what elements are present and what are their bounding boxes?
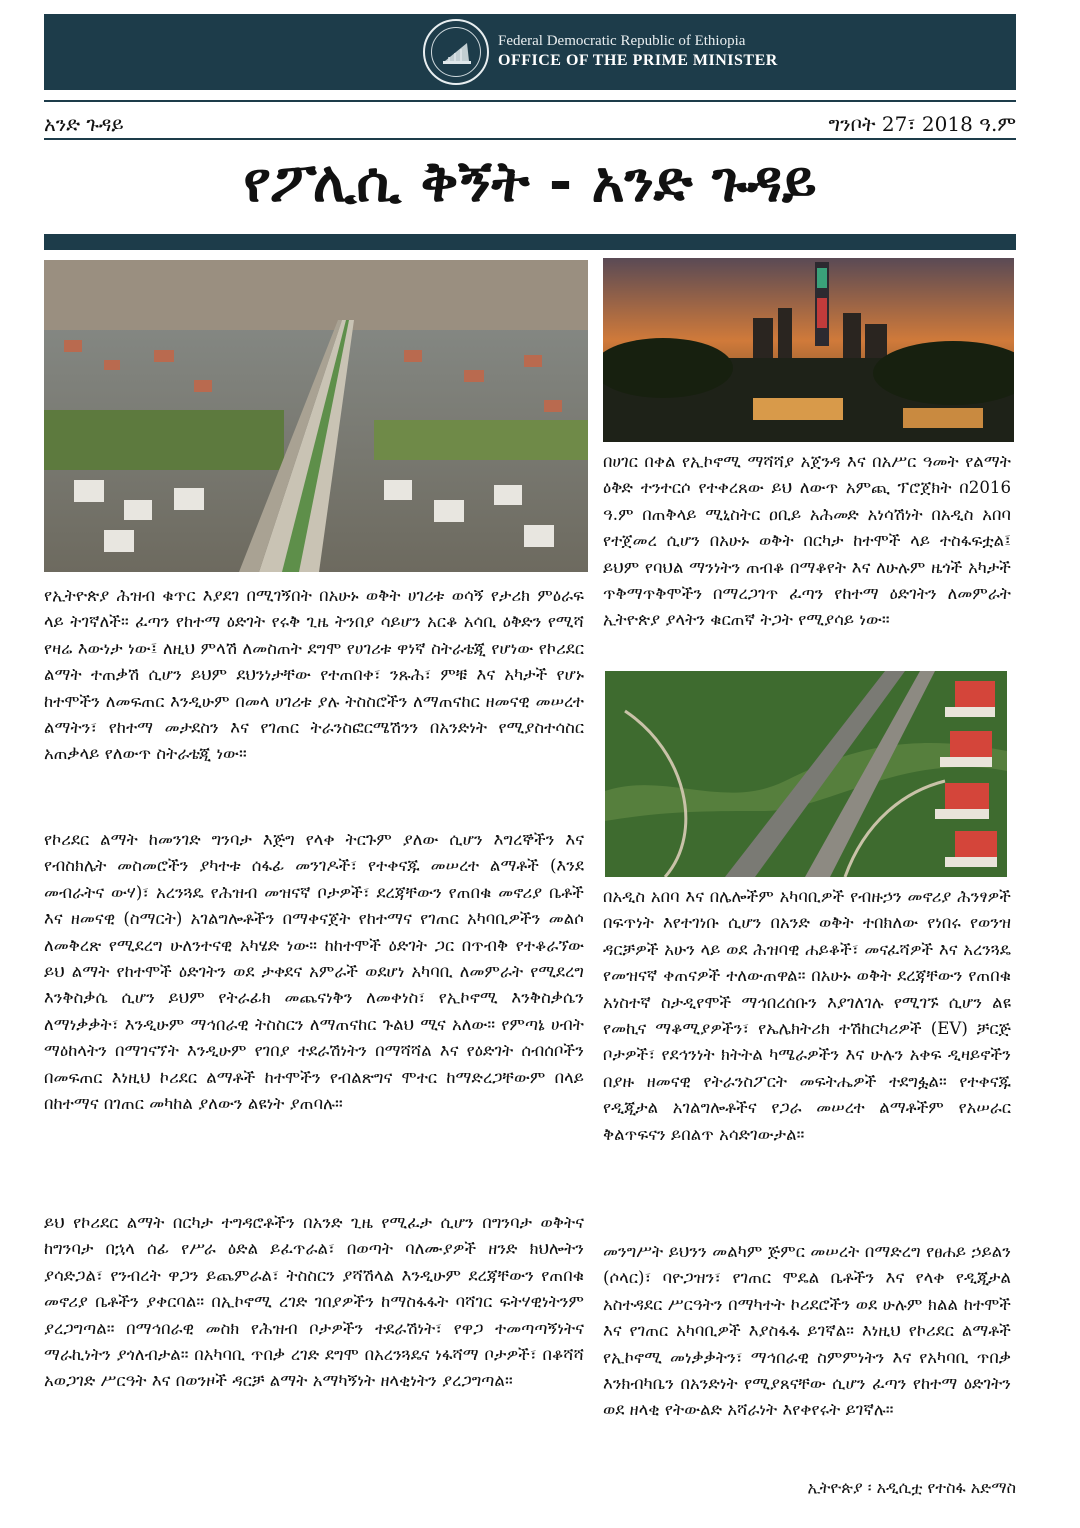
series-label: አንድ ጉዳይ xyxy=(44,112,124,136)
page-title: የፖሊሲ ቅኝት - አንድ ጉዳይ xyxy=(243,150,817,215)
office-seal-icon xyxy=(423,19,489,85)
header-country: Federal Democratic Republic of Ethiopia xyxy=(498,33,746,49)
header-office: OFFICE OF THE PRIME MINISTER xyxy=(498,52,778,69)
photo-city-night xyxy=(603,258,1014,442)
issue-date: ግንቦት 27፣ 2018 ዓ.ም xyxy=(828,112,1016,136)
right-column-paragraph-3: መንግሥት ይህንን መልካም ጅምር መሠረት በማድረግ የፀሐይ ኃይልን (ሶላር)፣ ባዮጋዝን፣ የገጠር ሞዴል ቤቶችን እና የላቀ የዲጂታል አስተዳደር ሥርዓትን በማካተት ኮሪደሮችን ወደ ሁሉም ክልል ከተሞች እና የገጠር አካባቢዎች እያስፋፋ ይገኛል። እነዚህ የኮሪደር ልማቶች የኢኮኖሚ መነቃቃትን፣ ማኅበራዊ ስምምነትን እና የአካባቢ ጥበቃ እንክብካቤን በአንድነት የሚያጸናቸው ሲሆን ፈጣን የከተማ ዕድገትን ወደ ዘላቂ የትውልድ አሻራነት እየቀየሩት ይገኛሉ። xyxy=(603,1242,1011,1420)
dateline-rule xyxy=(44,138,1016,140)
left-column-paragraph-3: ይህ የኮሪደር ልማት በርካታ ተግዳሮቶችን በአንድ ጊዜ የሚፈታ ሲሆን በግንባታ ወቅትና ከግንባታ በኋላ ሰፊ የሥራ ዕድል ይፈጥራል፣ በወጣት ባለሙያዎች ዘንድ ክህሎትን ያሳድጋል፣ የንብረት ዋጋን ይጨምራል፣ ትስስርን ያሻሽላል እንዲሁም ደረጃቸውን የጠበቁ መኖሪያ ቤቶችን ያቀርባል። በኢኮኖሚ ረገድ ገበያዎችን ከማስፋፋት ባሻገር ፍትሃዊነትንም ያረጋግጣል። በማኅበራዊ መስክ የሕዝብ ቦታዎችን ተደራሽነት፣ የዋጋ ተመጣጣኝነትና ማራኪነትን ያጎለብታል። በአካባቢ ጥበቃ ረገድ ደግሞ በአረንጓዴና ነፋሻማ ቦታዎች፣ በቆሻሻ አወጋገድ ሥርዓት እና በወንዞች ዳርቻ ልማት አማካኝነት ዘላቂነትን ያረጋግጣል። xyxy=(44,1213,584,1391)
byline: ኢትዮጵያ ፡ አዲሲቷ የተስፋ አድማስ xyxy=(807,1478,1016,1497)
right-column-paragraph-2: በአዲስ አበባ እና በሌሎችም አካባቢዎች የብዙኃን መኖሪያ ሕንፃዎች በፍጥነት እየተገነቡ ሲሆን በአንድ ወቅት ተበክለው የነበሩ የወንዝ ዳርቻዎች አሁን ላይ ወደ ሕዝባዊ ሐይቆች፣ መናፈሻዎች እና አረንጓዴ የመዝናኛ ቀጠናዎች ተለውጠዋል። በአሁኑ ወቅት ደረጃቸውን የጠበቁ አነስተኛ ስታዲየሞች ማኅበረሰቡን እያገለገሉ የሚገኙ ሲሆን ልዩ የመኪና ማቆሚያዎችን፣ የኤሌክትሪክ ተሽከርካሪዎች (EV) ቻርጅ ቦታዎች፣ የደኅንነት ክትትል ካሜራዎችን እና ሁሉን አቀፍ ዲዛይኖችን በያዙ ዘመናዊ የትራንስፖርት መፍትሔዎች ተደግፏል። የተቀናጁ የዲጂታል አገልግሎቶችና የጋራ መሠረተ ልማቶችም የአሠራር ቅልጥፍናን ይበልጥ አሳድገውታል። xyxy=(603,887,1011,1144)
left-column-paragraph-2: የኮሪደር ልማት ከመንገድ ግንባታ እጅግ የላቀ ትርጉም ያለው ሲሆን እግረኞችን እና የብስክሌት መስመሮችን ያካተቱ ሰፋፊ መንገዶች፣ የተቀናጁ መሠረተ ልማቶች (እንደ መብራትና ውሃ)፣ አረንጓዴ የሕዝብ መዝናኛ ቦታዎች፣ ደረጃቸውን የጠበቁ መኖሪያ ቤቶች እና ዘመናዊ (ስማርት) አገልግሎቶችን በማቀናጀት የከተማና የገጠር አካባቢዎችን መልሶ ለመቅረጽ የሚደረግ ሁለንተናዊ አካሄድ ነው። ከከተሞች ዕድገት ጋር በጥብቅ የተቆራኘው ይህ ልማት የከተሞች ዕድገትን ወደ ታቀደና አምራች ወደሆነ አካባቢ ለመምራት የሚደረግ እንቅስቃሴ ሲሆን ይህም የትራፊክ መጨናነቅን ለመቀነስ፣ የኢኮኖሚ እንቅስቃሴን ለማነቃቃት፣ እንዲሁም ማኅበራዊ ትስስርን ለማጠናከር ጉልህ ሚና አለው። የምጣኔ ሀብት ማዕከላትን በማገናኘት እንዲሁም የገበያ ተደራሽነትን በማሻሻል እና የዕድገት ሰብሰቦችን በመፍጠር እነዚህ ኮሪደር ልማቶች ከተሞችን የብልጽግና ሞተር ከማድረጋቸውም በላይ በከተማና በገጠር መካከል ያለውን ልዩነት ያጠባሉ። xyxy=(44,830,584,1114)
top-rule xyxy=(44,100,1016,102)
right-column-paragraph-1: በሀገር በቀል የኢኮኖሚ ማሻሻያ አጀንዳ እና በአሥር ዓመት የልማት ዕቅድ ተንተርሶ የተቀረጸው ይህ ለውጥ አምጪ ፕሮጀክት በ2016 ዓ.ም በጠቅላይ ሚኒስትር ዐቢይ አሕመድ አነሳሽነት በአዲስ አበባ የተጀመረ ሲሆን በአሁኑ ወቅት በርካታ ከተሞች ላይ ተስፋፍቷል፤ ይህም የባህል ማንነትን ጠብቆ በማቆየት እና ለሁሉም ዜጎች አካታች ጥቅማጥቅሞችን በማረጋገጥ ፈጣን የከተማ ዕድገትን ለመምራት ኢትዮጵያ ያላትን ቁርጠኛ ትጋት የሚያሳይ ነው። xyxy=(603,452,1011,630)
title-rule xyxy=(44,234,1016,250)
left-column-paragraph-1: የኢትዮጵያ ሕዝብ ቁጥር እያደገ በሚገኝበት በአሁኑ ወቅት ሀገሪቱ ወሳኝ የታሪክ ምዕራፍ ላይ ትገኛለች። ፈጣን የከተማ ዕድገት የሩቅ ጊዜ ትንበያ ሳይሆን አርቆ አሳቢ ዕቅድን የሚሻ የዛሬ እውነታ ነው፤ ለዚህ ምላሽ ለመስጠት ደግሞ የሀገሪቱ ዋነኛ ስትራቴጂ የሆነው የኮሪደር ልማት ተጠቃሽ ሲሆን ይህም ደህንነታቸው የተጠበቀ፣ ንጹሕ፣ ምቹ እና አካታች የሆኑ ከተሞችን ለመፍጠር እንዲሁም በመላ ሀገሪቱ ያሉ ትስስሮችን ለማጠናከር ዘመናዊ መሠረተ ልማትን፣ የከተማ መታደስን እና የገጠር ትራንስፎርሜሽንን በአንድነት የሚያስተሳስር አጠቃላይ የለውጥ ስትራቴጂ ነው። xyxy=(44,586,584,764)
photo-aerial-park xyxy=(605,671,1007,877)
header-banner xyxy=(44,14,1016,90)
photo-aerial-corridor xyxy=(44,260,588,572)
